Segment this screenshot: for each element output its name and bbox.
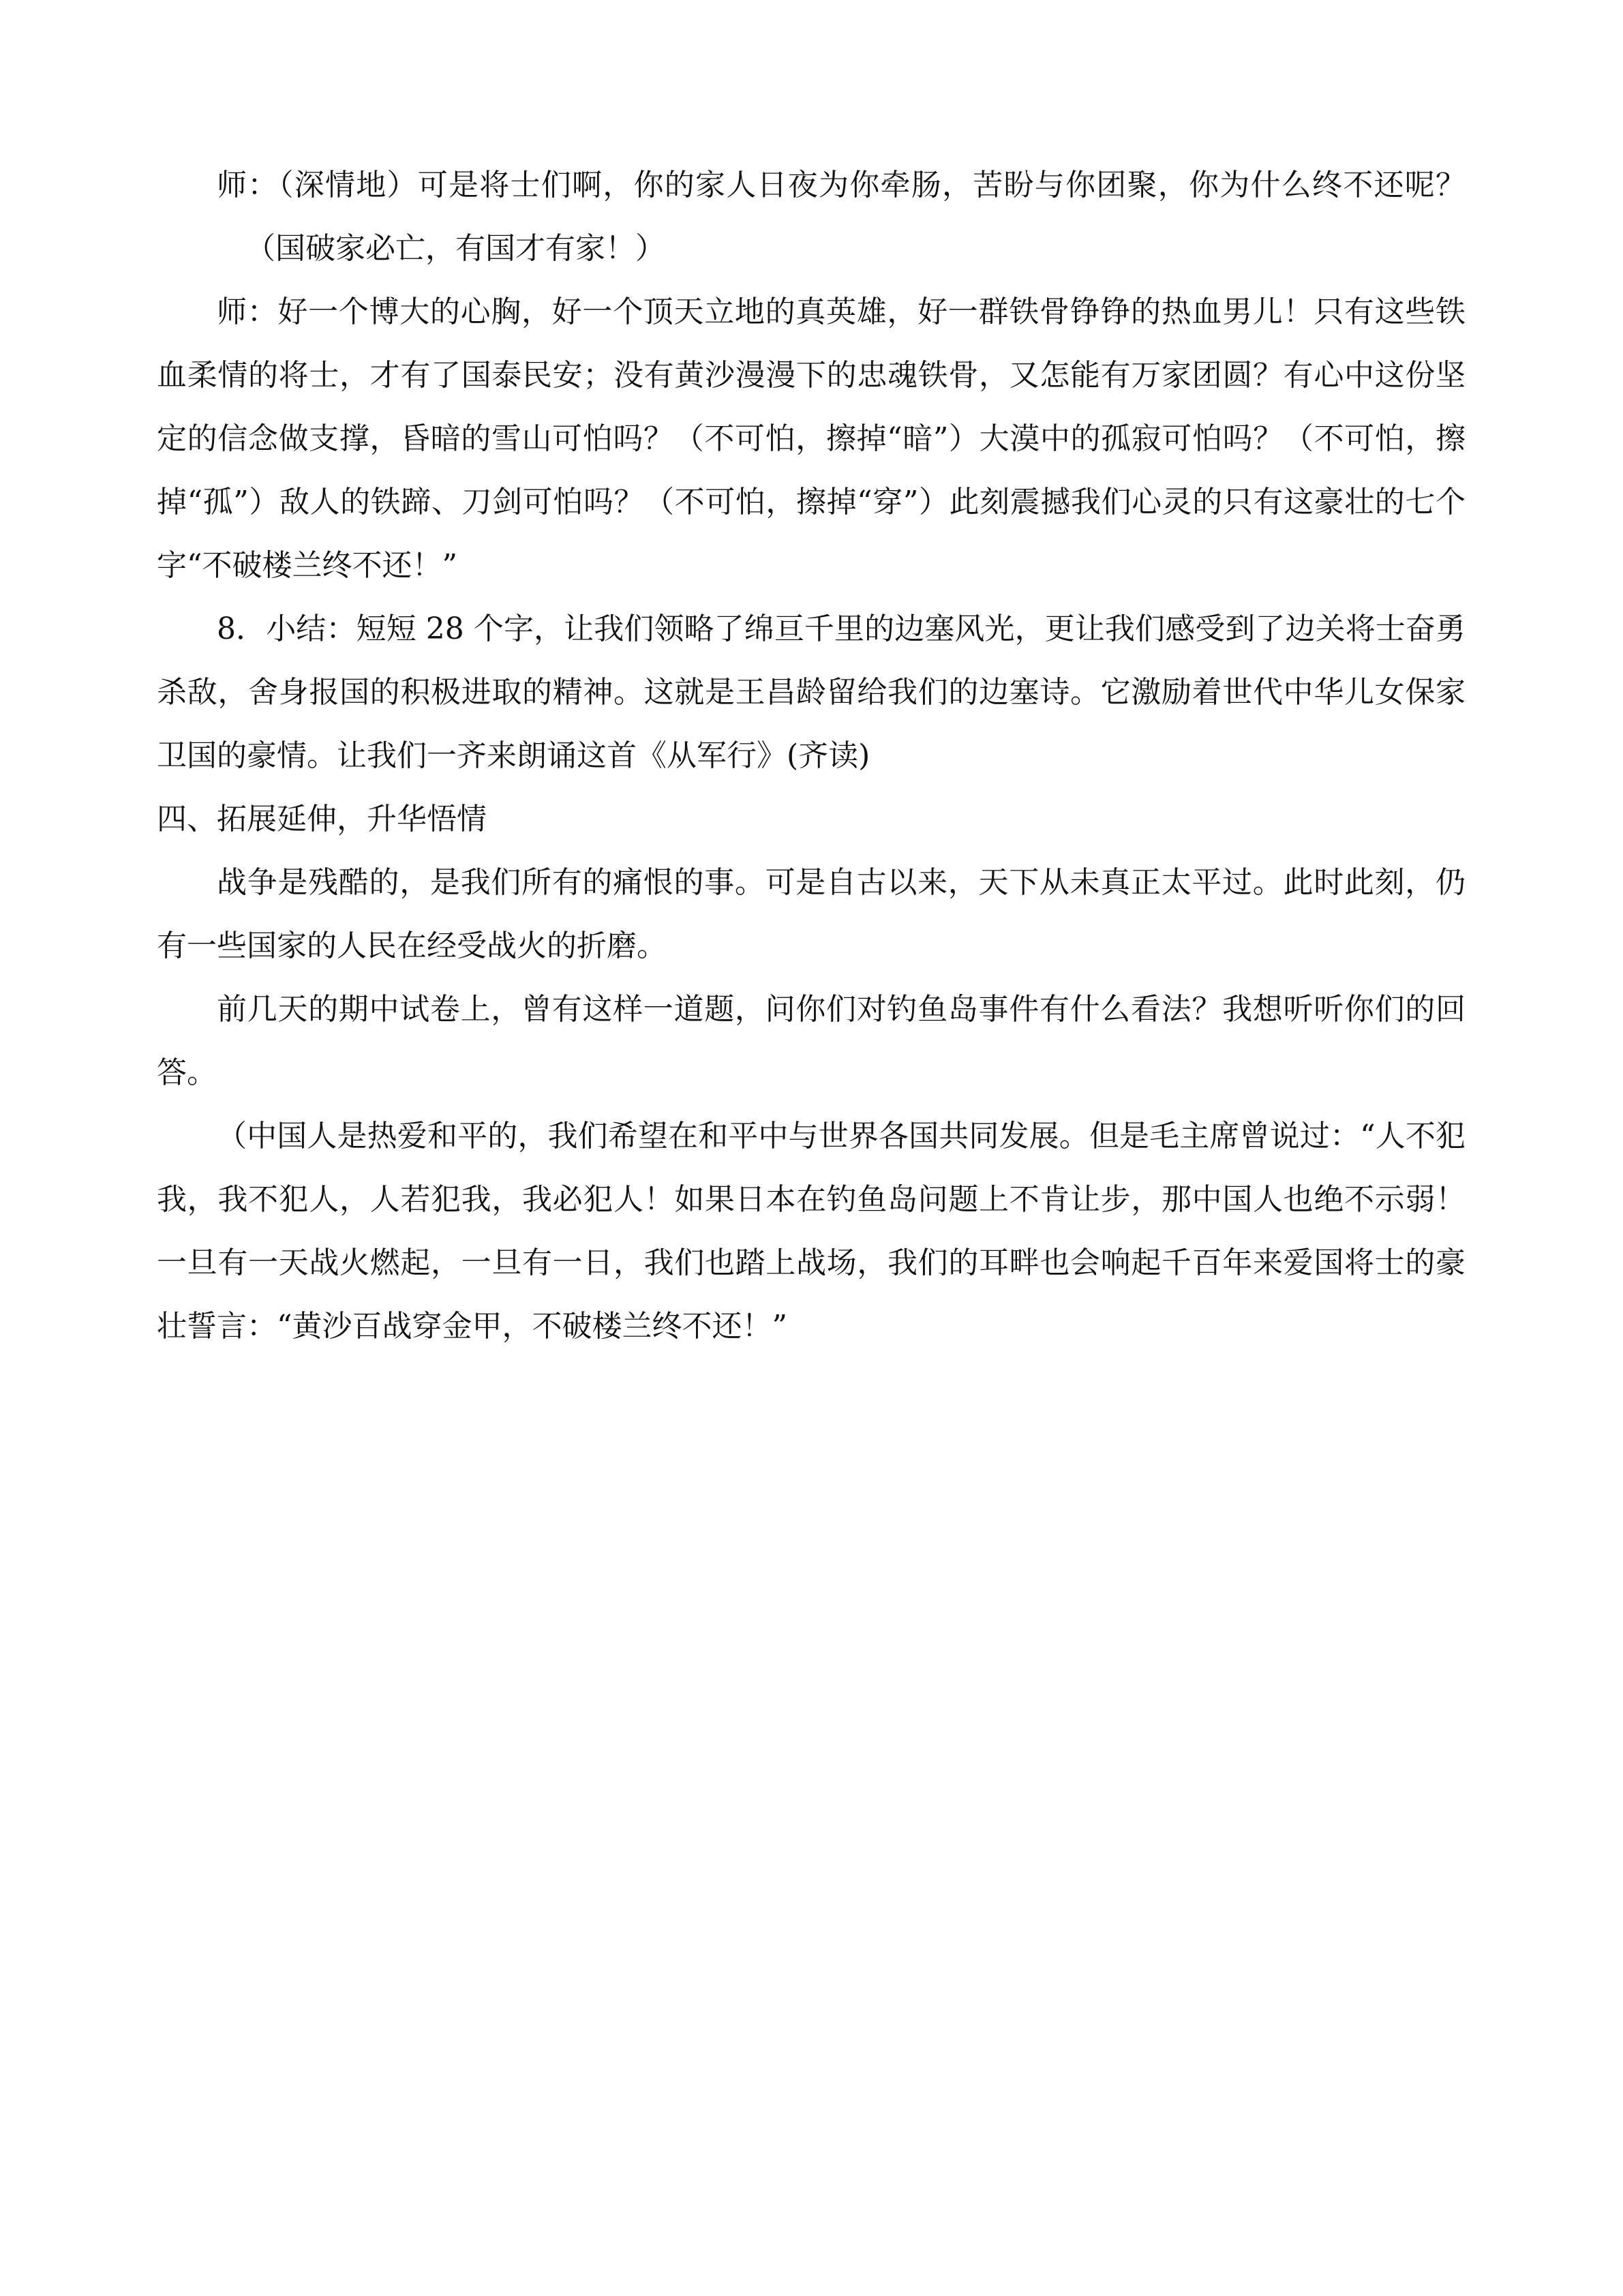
document-body	[157, 153, 1466, 1358]
section-heading: 四、拓展延伸，升华悟情	[157, 802, 487, 836]
paragraph-exam-question: 前几天的期中试卷上，曾有这样一道题，问你们对钓鱼岛事件有什么看法？我想听听你们的回答。	[157, 992, 1466, 1090]
paragraph-answer: （中国人是热爱和平的，我们希望在和平中与世界各国共同发展。但是毛主席曾说过：“人不犯我，我不犯人，人若犯我，我必犯人！如果日本在钓鱼岛问题上不肯让步，那中国人也绝不示弱！一旦有一天战火燃起，一旦有一日，我们也踏上战场，我们的耳畔也会响起千百年来爱国将士的豪壮誓言：“黄沙百战穿金甲，不破楼兰终不还！”	[157, 1119, 1466, 1344]
teacher-question-text: 师：（深情地）可是将士们啊，你的家人日夜为你牵肠，苦盼与你团聚，你为什么终不还呢？	[217, 168, 1466, 202]
paragraph-teacher-praise: 师：好一个博大的心胸，好一个顶天立地的真英雄，好一群铁骨铮铮的热血男儿！只有这些铁血柔情的将士，才有了国泰民安；没有黄沙漫漫下的忠魂铁骨，又怎能有万家团圆？有心中这份坚定的信念做支撑，昏暗的雪山可怕吗？（不可怕，擦掉“暗”）大漠中的孤寂可怕吗？（不可怕，擦掉“孤”）敌人的铁蹄、刀剑可怕吗？（不可怕，擦掉“穿”）此刻震撼我们心灵的只有这豪壮的七个字“不破楼兰终不还！”	[157, 294, 1466, 583]
paragraph-teacher-question	[157, 153, 1466, 280]
student-answer-text: （国破家必亡，有国才有家！）	[245, 231, 665, 266]
paragraph-summary: 8．小结：短短 28 个字，让我们领略了绵亘千里的边塞风光，更让我们感受到了边关将士奋勇杀敌，舍身报国的积极进取的精神。这就是王昌龄留给我们的边塞诗。它激励着世代中华儿女保家卫国的豪情。让我们一齐来朗诵这首《从军行》(齐读)	[157, 611, 1466, 773]
paragraph-war-intro: 战争是残酷的，是我们所有的痛恨的事。可是自古以来，天下从未真正太平过。此时此刻，仍有一些国家的人民在经受战火的折磨。	[157, 865, 1466, 963]
